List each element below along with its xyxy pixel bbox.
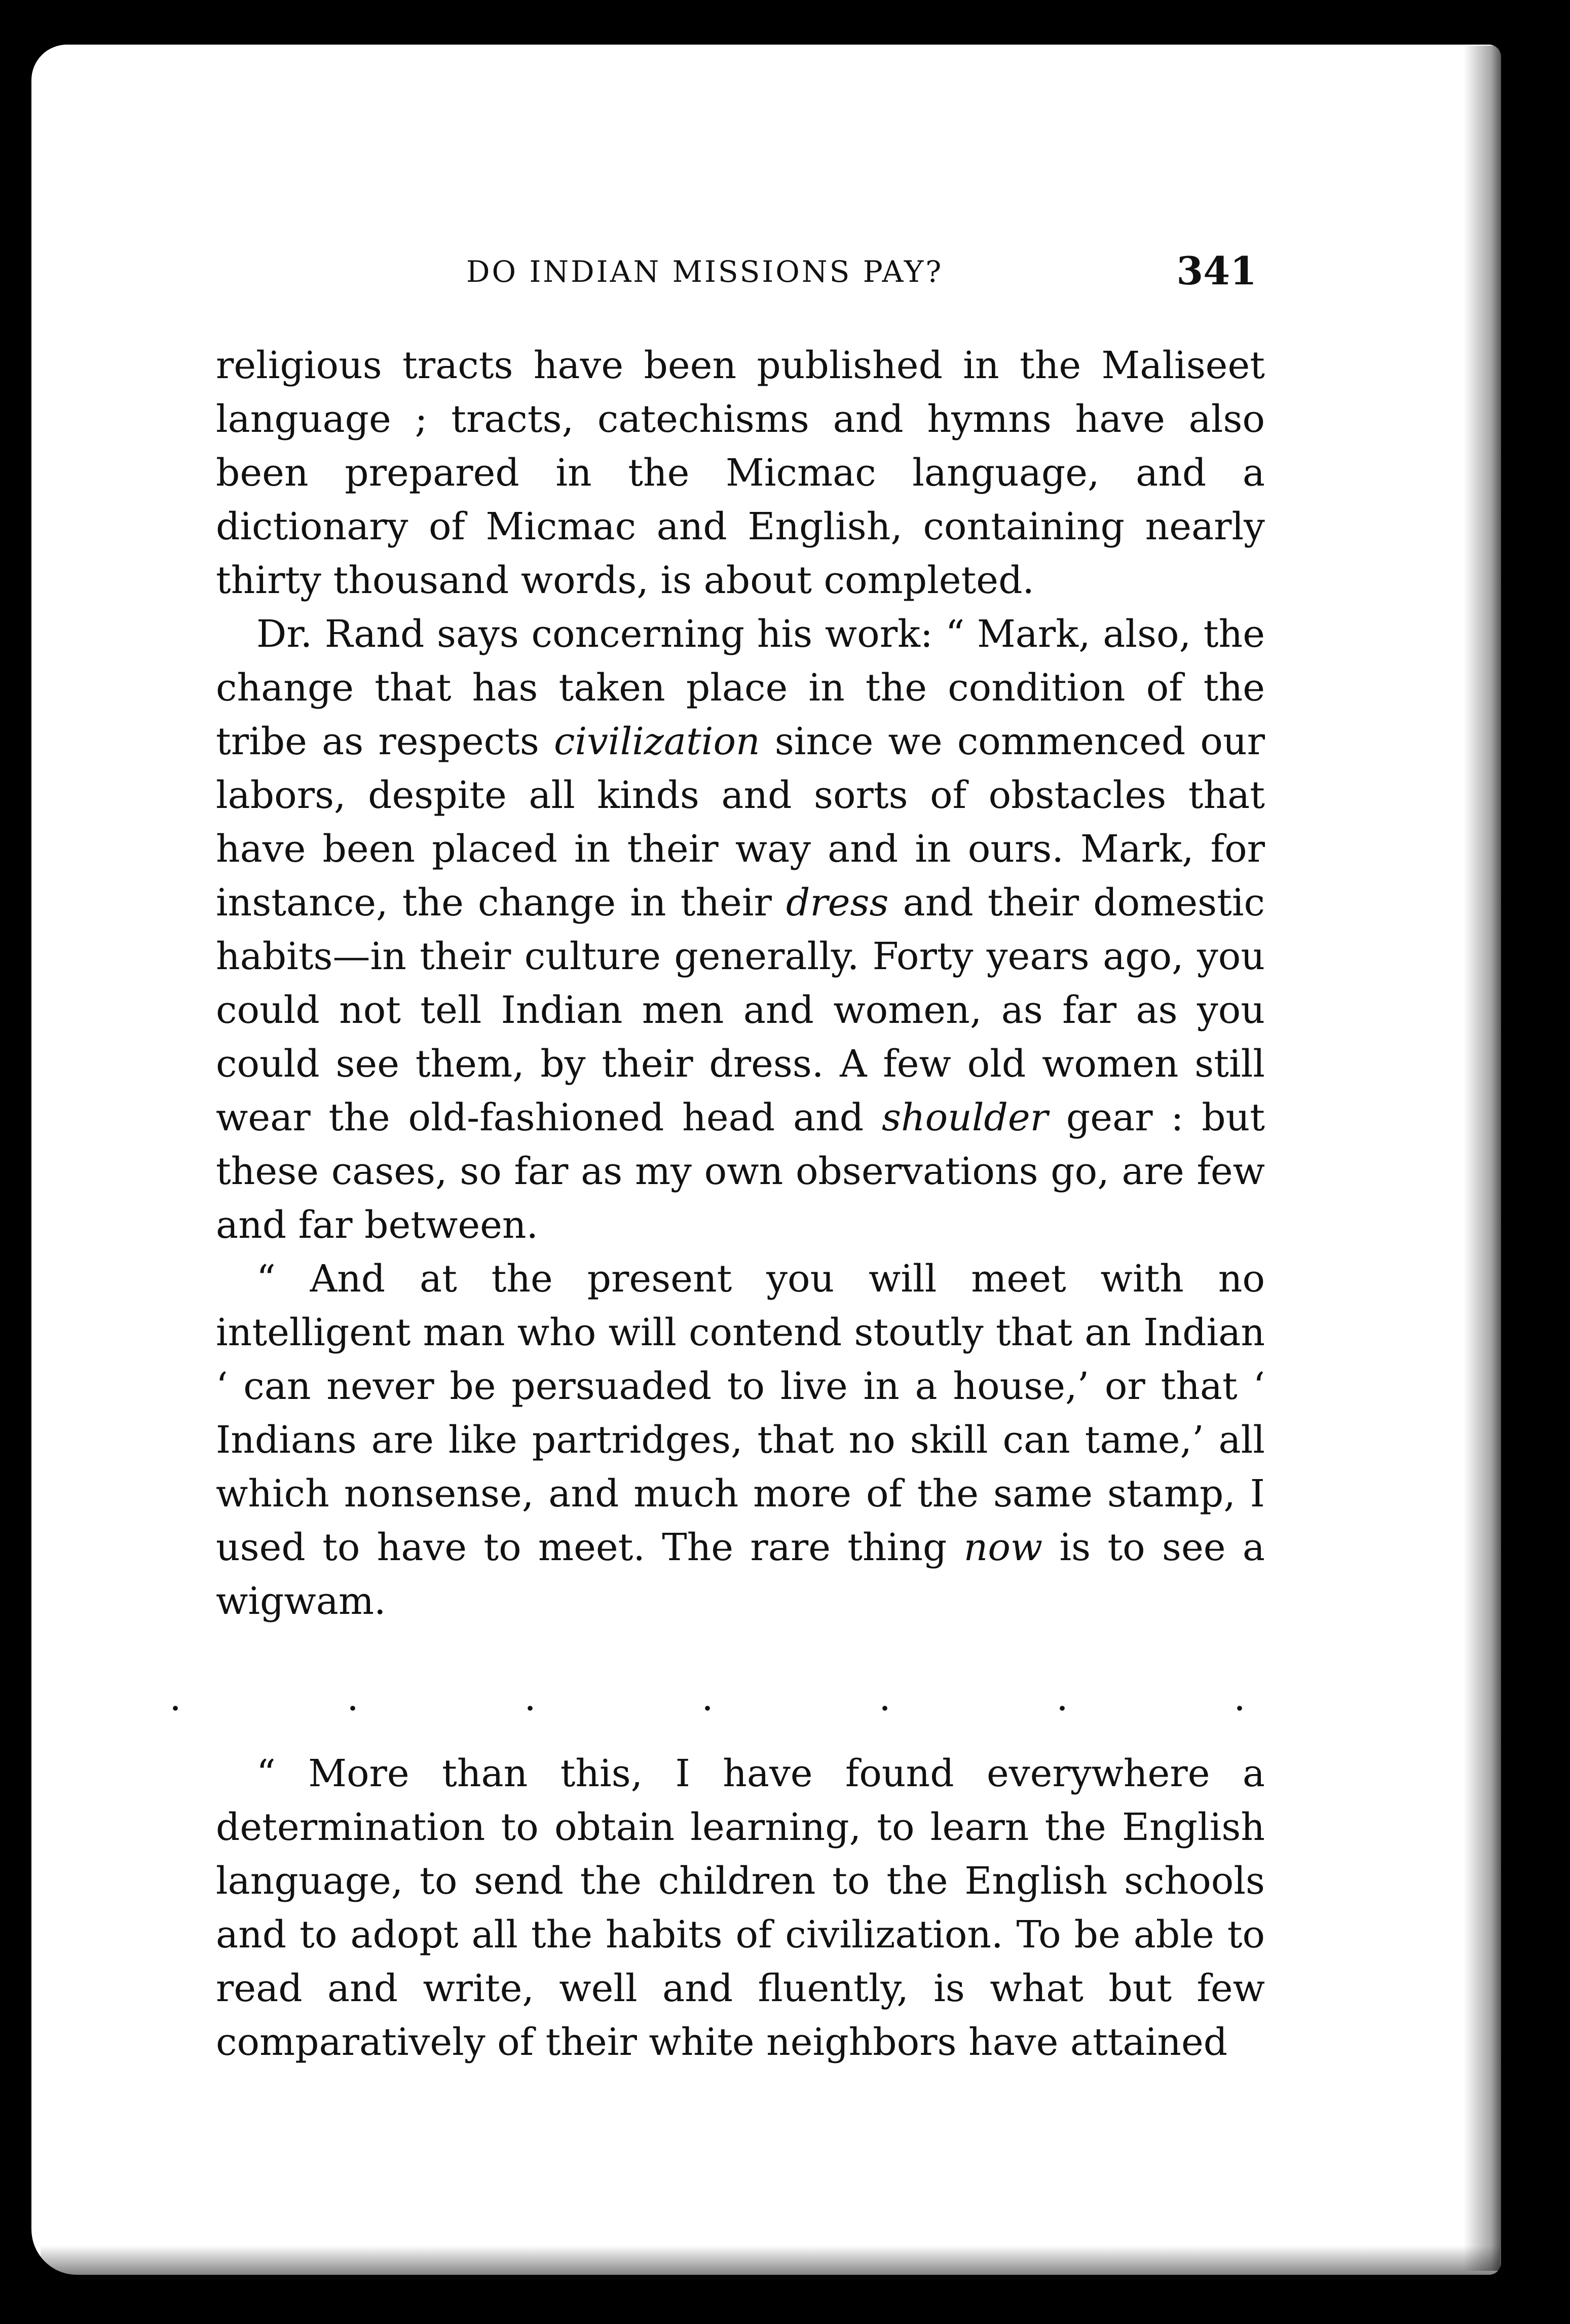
paragraph-4: “ More than this, I have found everywhere a determination to obtain learning, to learn the English language, to send the children to the English schools and to adopt all the habits of civilization. To be able to read and write, well and fluently, is what but few comparatively of their white neighbors have attained — [216, 1752, 1265, 2064]
running-head — [213, 248, 1257, 294]
paragraph-3-text-b: is to see a wigwam. — [216, 1526, 1265, 1623]
ellipsis-dot: . — [701, 1676, 714, 1719]
paragraph-2-text-d: gear : but these cases, so far as my own observations go, are few and far between. — [216, 1096, 1265, 1247]
ellipsis-dot: . — [1233, 1676, 1246, 1719]
page-edge-shadow — [1464, 46, 1509, 2271]
ellipsis-dot: . — [347, 1676, 359, 1719]
page-bottom-shadow — [41, 2245, 1500, 2276]
paragraph-2-text-c: and their domestic habits—in their culture generally. Forty years ago, you could not tell Indian men and women, as far as you could see them, by their dress. A few old women still wear the old-fashioned head and — [216, 881, 1265, 1139]
running-title: DO INDIAN MISSIONS PAY? — [466, 254, 944, 289]
paragraph-2 — [216, 607, 1265, 1252]
page-number: 341 — [1176, 248, 1257, 293]
ellipsis-dot: . — [879, 1676, 891, 1719]
paragraph-2-text-b: since we commenced our labors, despite all kinds and sorts of obstacles that have been placed in their way and in ours. Mark, for instance, the change in their — [216, 720, 1265, 925]
body-text — [169, 339, 1265, 2069]
italic-dress: dress — [786, 881, 889, 925]
paragraph-1: religious tracts have been published in the Maliseet language ; tracts, catechisms and hymns have also been prepared in the Micmac language, and a dictionary of Micmac and English, containing nearly thirty thousand words, is about completed. — [216, 344, 1265, 602]
ellipsis-dot: . — [169, 1676, 181, 1719]
ellipsis-dot: . — [1056, 1676, 1068, 1719]
italic-civilization: civilization — [554, 720, 760, 763]
paragraph-3 — [216, 1252, 1265, 1628]
italic-now: now — [963, 1526, 1043, 1569]
italic-shoulder: shoulder — [882, 1096, 1049, 1139]
ellipsis-dot: . — [524, 1676, 536, 1719]
paragraph-2-text-a: Dr. Rand says concerning his work: “ Mark, also, the change that has taken place in the condition of the tribe as respects — [216, 612, 1265, 763]
paragraph-3-text-a: “ And at the present you will meet with no intelligent man who will contend stoutly that an Indian ‘ can never be persuaded to live in a house,’ or that ‘ Indians are like partridges, that no skill can tame,’ all which nonsense, and much more of the same stamp, I used to have to meet. The rare thing — [216, 1257, 1265, 1569]
ellipsis-separator — [165, 1671, 1265, 1719]
